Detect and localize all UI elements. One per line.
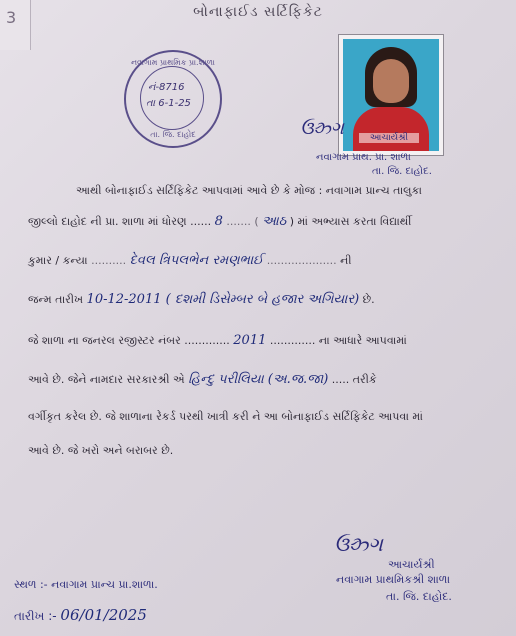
- line5-suffix: ............. ના આધારે આપવામાં: [269, 334, 407, 347]
- footer-principal-title: આચાર્યશ્રી: [388, 558, 435, 571]
- photo-face: [373, 59, 409, 103]
- line2-suffix: ) માં અભ્યાસ કરતા વિદ્યાર્થી: [289, 215, 412, 228]
- body-line-5: [28, 333, 407, 348]
- category: હિન્દુ પરીલિયા (અ.જ.જા): [188, 372, 329, 387]
- register-number: 2011: [233, 333, 267, 348]
- student-photo: [338, 34, 444, 156]
- issue-date: 06/01/2025: [60, 606, 147, 624]
- body-line-2: [28, 214, 411, 229]
- line2-mid: ....... (: [226, 215, 259, 228]
- footer-school-name: નવાગામ પ્રાથમિકશ્રી શાળા: [336, 573, 451, 586]
- certificate-title: બોનાફાઈડ સર્ટિફિકેટ: [193, 4, 323, 20]
- line6-prefix: આવે છે. જેને નામદાર સરકારશ્રી એ: [28, 373, 185, 386]
- line3-suffix: ની: [340, 254, 352, 267]
- line4-prefix: જન્મ તારીખ: [28, 293, 84, 306]
- body-line-4: [28, 292, 375, 307]
- seal-bottom-text: તા. જિ. દાહોદ: [150, 130, 196, 139]
- photo-body: [353, 107, 429, 151]
- standard-number: 8: [214, 214, 223, 229]
- seal-number: નં-8716: [148, 82, 185, 93]
- line3-prefix: કુમાર / કન્યા: [28, 254, 88, 267]
- line5-prefix: જે શાળા ના જનરલ રજીસ્ટર નંબર .............: [28, 334, 230, 347]
- seal-top-text: નવાગામ પ્રાથમિક પ્રા.શાળા: [131, 58, 215, 67]
- body-line-7: વર્ગીકૃત કરેલ છે. જે શાળાના રેકર્ડ પરથી ખાત્રી કરી ને આ બોનાફાઈડ સર્ટિફિકેટ આપવા માં: [28, 410, 423, 423]
- date-line: [14, 606, 147, 624]
- seal-date: તા 6-1-25: [146, 98, 191, 109]
- student-name: દેવલ ત્રિપલભેન રમણભાઈ: [129, 253, 264, 268]
- head-stamp-line2: તા. જિ. દાહોદ.: [372, 166, 432, 177]
- body-line-3: [28, 253, 351, 268]
- school-seal: [124, 50, 222, 148]
- line2-prefix: જીલ્લો દાહોદ ની પ્રા. શાળા માં ધોરણ ......: [28, 215, 212, 228]
- place-line: સ્થળ :- નવાગામ પ્રાન્ચ પ્રા.શાળા.: [14, 578, 158, 591]
- line3-dots-2: ....................: [266, 254, 341, 267]
- body-line-6: [28, 372, 377, 387]
- photo-stamp-label: આચાર્યશ્રી: [359, 133, 419, 143]
- line3-dots: ..........: [91, 254, 130, 267]
- standard-word: આઠ: [262, 214, 287, 229]
- line4-suffix: છે.: [362, 293, 375, 306]
- footer-taluka: તા. જિ. દાહોદ.: [386, 590, 452, 603]
- head-signature: ઉઝ્ર્ગ: [300, 118, 344, 139]
- body-line-8: આવે છે. જે ખરો અને બરાબર છે.: [28, 444, 174, 457]
- head-stamp-line1: નવાગામ પ્રાથ. પ્રા. શાળા: [316, 152, 411, 163]
- body-line-1: આથી બોનાફાઈડ સર્ટિફિકેટ આપવામાં આવે છે કે મોજ : નવાગામ પ્રાન્ચ તાલુકા: [76, 184, 422, 197]
- date-label: તારીખ :-: [14, 609, 57, 623]
- date-of-birth: 10-12-2011 ( દશમી ડિસેમ્બર બે હજાર અગિયાર): [86, 292, 360, 307]
- line6-suffix: ..... તરીકે: [331, 373, 377, 386]
- corner-mark: 3: [6, 8, 17, 27]
- footer-signature: ઉઝ્ર્ગ: [334, 532, 383, 556]
